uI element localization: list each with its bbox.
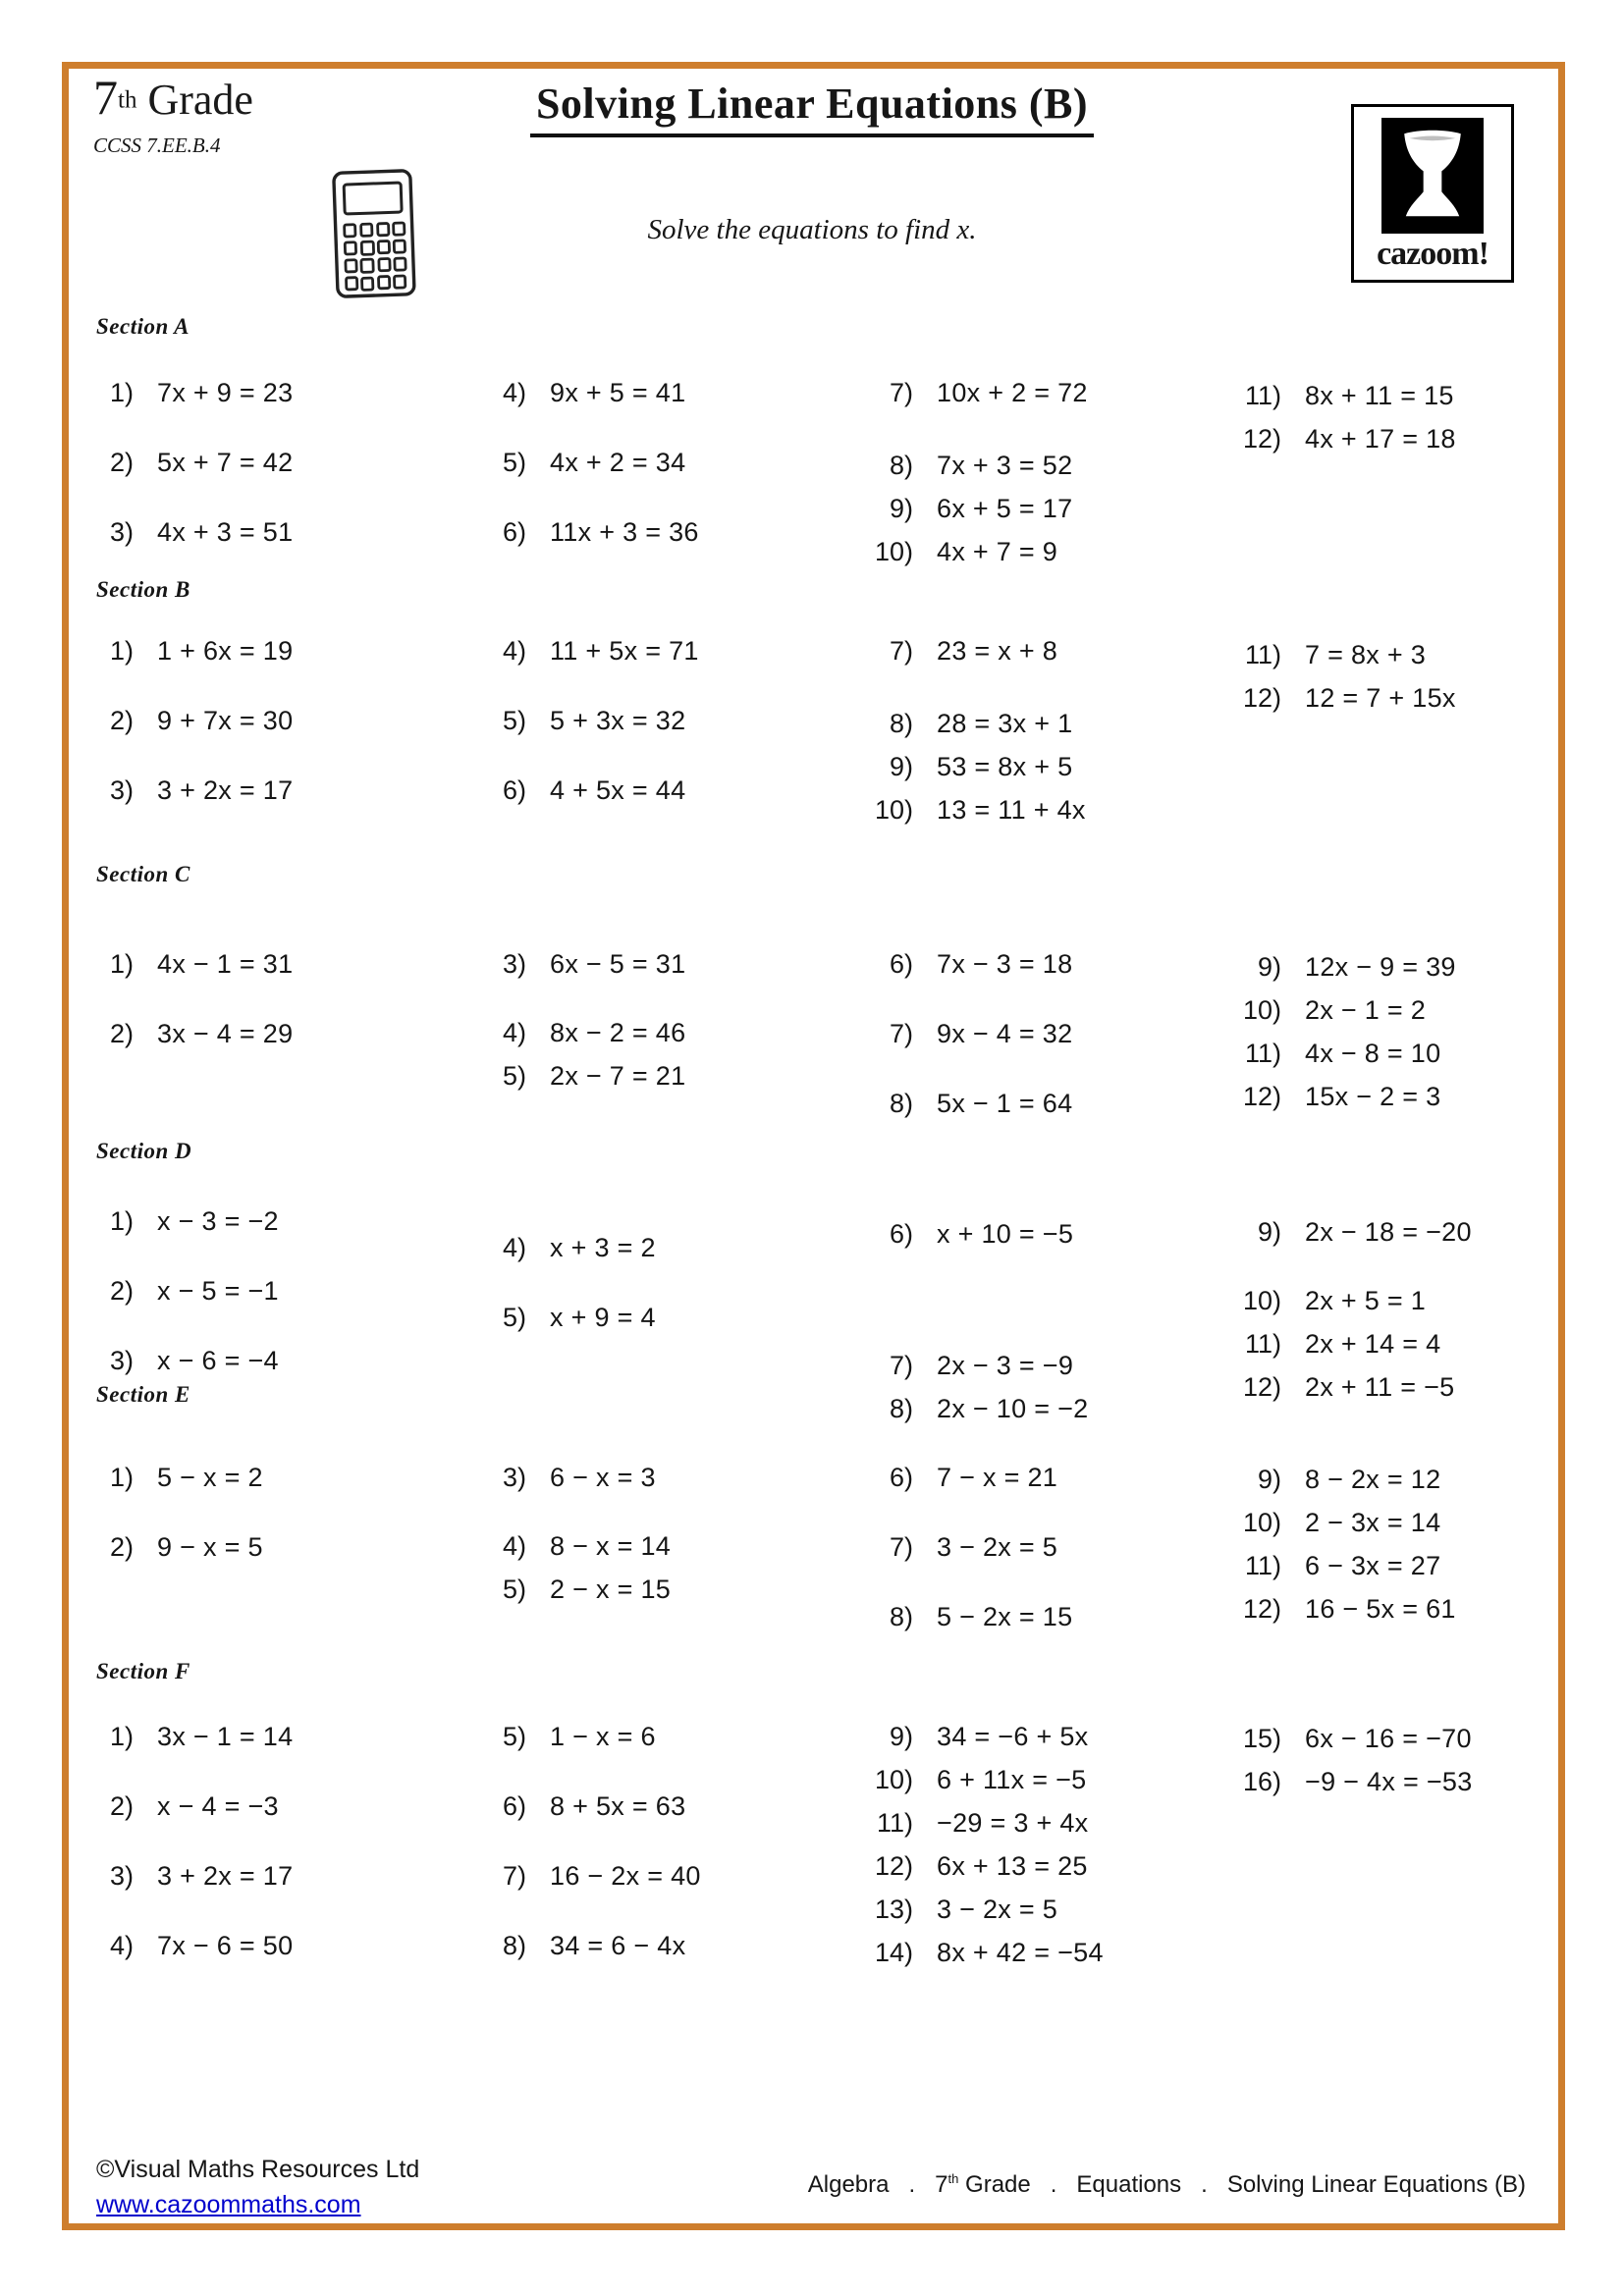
question-number: 16) <box>1242 1767 1281 1796</box>
section-c-label: Section C <box>96 862 190 886</box>
equation-text: 34 = −6 + 5x <box>937 1722 1089 1751</box>
question-number: 10) <box>1242 1286 1281 1315</box>
equation-item <box>471 376 699 409</box>
equation-item <box>858 1849 1104 1883</box>
grade-number: 7 <box>93 70 118 125</box>
equation-text: 5 + 3x = 32 <box>550 706 686 735</box>
cazoom-logo <box>1351 104 1514 283</box>
question-number: 8) <box>889 451 913 480</box>
question-number: 2) <box>109 1276 134 1306</box>
question-number: 12) <box>1242 683 1281 713</box>
equation-text: 16 − 5x = 61 <box>1305 1594 1456 1624</box>
equation-item <box>858 634 1086 667</box>
question-number: 8) <box>502 1931 526 1960</box>
question-number: 7) <box>889 1351 913 1380</box>
question-number: 5) <box>502 1722 526 1751</box>
equation-item <box>858 947 1072 981</box>
equation-item <box>858 1530 1072 1564</box>
equation-item <box>858 1600 1072 1633</box>
equation-text: 2x − 1 = 2 <box>1305 995 1427 1025</box>
logo-black-panel <box>1381 118 1484 234</box>
question-number: 11) <box>1244 1329 1281 1359</box>
page-title: Solving Linear Equations (B) <box>530 79 1094 137</box>
equation-text: 3x − 1 = 14 <box>157 1722 294 1751</box>
equation-item <box>1226 1722 1473 1755</box>
equation-text: 13 = 11 + 4x <box>937 795 1086 825</box>
breadcrumb-separator: . <box>1201 2171 1208 2198</box>
equation-text: 5 − 2x = 15 <box>937 1602 1073 1631</box>
question-number: 12) <box>1242 1372 1281 1402</box>
equation-item <box>79 1929 293 1962</box>
question-number: 5) <box>502 1575 526 1604</box>
equation-item <box>79 1720 293 1753</box>
equation-text: 6x + 13 = 25 <box>937 1851 1088 1881</box>
equation-item <box>858 376 1088 409</box>
equation-item <box>471 1301 656 1334</box>
question-number: 5) <box>502 1303 526 1332</box>
equation-item <box>471 1461 671 1494</box>
drum-icon <box>1394 128 1471 224</box>
section-f-col2 <box>471 1720 701 1962</box>
equation-text: 2x + 5 = 1 <box>1305 1286 1427 1315</box>
question-number: 3) <box>109 1346 134 1375</box>
equation-text: 12x − 9 = 39 <box>1305 952 1456 982</box>
equation-text: 6 − x = 3 <box>550 1463 656 1492</box>
question-number: 8) <box>889 709 913 738</box>
breadcrumb-item-grade-word: Grade <box>958 2171 1031 2198</box>
question-number: 10) <box>1242 1508 1281 1537</box>
section-a-col1 <box>79 376 293 549</box>
ccss-label: CCSS 7.EE.B.4 <box>93 133 221 157</box>
grade-word: Grade <box>136 76 253 124</box>
equation-item <box>471 704 699 737</box>
equation-item <box>79 1204 279 1238</box>
question-number: 7) <box>889 1019 913 1048</box>
equation-text: 6x + 5 = 17 <box>937 494 1073 523</box>
question-number: 12) <box>1242 1082 1281 1111</box>
section-d-col1 <box>79 1204 279 1377</box>
section-c-col3 <box>858 947 1072 1120</box>
equation-item <box>471 1789 701 1823</box>
equation-text: 3x − 4 = 29 <box>157 1019 294 1048</box>
equation-text: 6x − 16 = −70 <box>1305 1724 1472 1753</box>
question-number: 6) <box>502 775 526 805</box>
equation-item <box>858 1893 1104 1926</box>
section-f-col3 <box>858 1720 1104 1969</box>
equation-item <box>1226 422 1456 455</box>
question-number: 1) <box>109 949 134 979</box>
question-number: 4) <box>502 1531 526 1561</box>
section-c-col4 <box>1226 950 1456 1113</box>
equation-text: x − 4 = −3 <box>157 1791 279 1821</box>
equation-item <box>79 1859 293 1893</box>
question-number: 13) <box>874 1895 913 1924</box>
question-number: 10) <box>874 1765 913 1794</box>
equation-text: 34 = 6 − 4x <box>550 1931 686 1960</box>
question-number: 4) <box>502 636 526 666</box>
question-number: 12) <box>874 1851 913 1881</box>
equation-text: 9 − x = 5 <box>157 1532 263 1562</box>
equation-item <box>79 774 293 807</box>
equation-text: 16 − 2x = 40 <box>550 1861 701 1891</box>
equation-item <box>1226 1215 1472 1249</box>
section-d-col2 <box>471 1231 656 1334</box>
equation-item <box>1226 1592 1456 1626</box>
section-e-col4 <box>1226 1463 1456 1626</box>
question-number: 4) <box>502 1233 526 1262</box>
question-number: 8) <box>889 1602 913 1631</box>
equation-text: 2x + 11 = −5 <box>1305 1372 1455 1402</box>
equation-text: 6 − 3x = 27 <box>1305 1551 1441 1580</box>
question-number: 4) <box>109 1931 134 1960</box>
equation-item <box>858 1763 1104 1796</box>
calculator-icon <box>330 168 419 305</box>
question-number: 7) <box>502 1861 526 1891</box>
equation-item <box>858 1720 1104 1753</box>
equation-item <box>858 1392 1088 1425</box>
question-number: 12) <box>1242 424 1281 454</box>
question-number: 7) <box>889 378 913 407</box>
equation-text: 10x + 2 = 72 <box>937 378 1088 407</box>
section-d-col4 <box>1226 1215 1472 1404</box>
equation-text: 2x + 14 = 4 <box>1305 1329 1441 1359</box>
equation-item <box>471 774 699 807</box>
section-d-col3 <box>858 1217 1088 1425</box>
question-number: 10) <box>1242 995 1281 1025</box>
equation-item <box>1226 1506 1456 1539</box>
equation-text: 4x + 3 = 51 <box>157 517 294 547</box>
copyright-text: ©Visual Maths Resources Ltd <box>96 2156 420 2183</box>
question-number: 9) <box>1257 1465 1281 1494</box>
equation-text: 9x − 4 = 32 <box>937 1019 1073 1048</box>
equation-text: 7x − 6 = 50 <box>157 1931 294 1960</box>
equation-text: 11 + 5x = 71 <box>550 636 699 666</box>
equation-item <box>471 1720 701 1753</box>
equation-item <box>471 1059 685 1093</box>
equation-text: 1 − x = 6 <box>550 1722 656 1751</box>
question-number: 9) <box>889 752 913 781</box>
equation-text: −9 − 4x = −53 <box>1305 1767 1473 1796</box>
equation-item <box>858 793 1086 827</box>
question-number: 2) <box>109 706 134 735</box>
equation-item <box>471 446 699 479</box>
breadcrumb <box>808 2171 1526 2199</box>
equation-item <box>1226 681 1456 715</box>
equation-item <box>471 1573 671 1606</box>
equation-item <box>858 1461 1072 1494</box>
equation-text: x + 10 = −5 <box>937 1219 1074 1249</box>
equation-text: 3 − 2x = 5 <box>937 1895 1058 1924</box>
question-number: 2) <box>109 1791 134 1821</box>
equation-text: 4x + 2 = 34 <box>550 448 686 477</box>
question-number: 5) <box>502 1061 526 1091</box>
equation-text: 15x − 2 = 3 <box>1305 1082 1441 1111</box>
equation-text: x + 9 = 4 <box>550 1303 656 1332</box>
question-number: 6) <box>889 1219 913 1249</box>
equation-item <box>79 1530 263 1564</box>
question-number: 6) <box>889 949 913 979</box>
section-b-col2 <box>471 634 699 807</box>
equation-text: 3 + 2x = 17 <box>157 775 294 805</box>
grade-suffix: th <box>118 86 137 114</box>
equation-text: 9x + 5 = 41 <box>550 378 686 407</box>
equation-text: x − 3 = −2 <box>157 1206 279 1236</box>
equation-text: 5 − x = 2 <box>157 1463 263 1492</box>
section-e-col2 <box>471 1461 671 1606</box>
section-c-col1 <box>79 947 293 1050</box>
question-number: 1) <box>109 1206 134 1236</box>
section-b-col1 <box>79 634 293 807</box>
equation-item <box>1226 993 1456 1027</box>
section-a-label: Section A <box>96 314 190 339</box>
section-f-label: Section F <box>96 1659 190 1683</box>
question-number: 11) <box>876 1808 913 1838</box>
equation-item <box>79 1274 279 1308</box>
equation-item <box>79 1017 293 1050</box>
question-number: 3) <box>109 1861 134 1891</box>
equation-item <box>858 1217 1088 1251</box>
breadcrumb-separator: . <box>908 2171 916 2198</box>
section-b-label: Section B <box>96 577 190 602</box>
equation-item <box>1226 1284 1472 1317</box>
question-number: 14) <box>874 1938 913 1967</box>
equation-text: 2 − x = 15 <box>550 1575 672 1604</box>
section-b-col4 <box>1226 638 1456 715</box>
equation-text: 8x + 11 = 15 <box>1305 381 1454 410</box>
equation-text: 4x + 7 = 9 <box>937 537 1058 566</box>
equation-text: 3 − 2x = 5 <box>937 1532 1058 1562</box>
equation-item <box>858 750 1086 783</box>
equation-text: 8x + 42 = −54 <box>937 1938 1104 1967</box>
equation-text: 7x + 3 = 52 <box>937 451 1073 480</box>
breadcrumb-item-equations: Equations <box>1076 2171 1182 2198</box>
equation-text: 3 + 2x = 17 <box>157 1861 294 1891</box>
equation-item <box>858 449 1088 482</box>
equation-item <box>79 634 293 667</box>
breadcrumb-item-algebra: Algebra <box>807 2171 890 2198</box>
question-number: 6) <box>889 1463 913 1492</box>
equation-text: 12 = 7 + 15x <box>1305 683 1456 713</box>
equation-text: 7x − 3 = 18 <box>937 949 1073 979</box>
section-a-col3 <box>858 376 1088 568</box>
equation-text: −29 = 3 + 4x <box>937 1808 1089 1838</box>
question-number: 7) <box>889 636 913 666</box>
section-e-label: Section E <box>96 1382 190 1407</box>
equation-item <box>1226 1080 1456 1113</box>
equation-text: 9 + 7x = 30 <box>157 706 294 735</box>
equation-text: 8 + 5x = 63 <box>550 1791 686 1821</box>
website-link[interactable]: www.cazoommaths.com <box>96 2191 361 2218</box>
question-number: 1) <box>109 636 134 666</box>
equation-item <box>1226 1370 1472 1404</box>
equation-item <box>471 515 699 549</box>
equation-text: 4x − 8 = 10 <box>1305 1039 1441 1068</box>
question-number: 10) <box>874 537 913 566</box>
equation-item <box>1226 1549 1456 1582</box>
equation-text: 8 − x = 14 <box>550 1531 672 1561</box>
breadcrumb-item-topic: Solving Linear Equations (B) <box>1226 2171 1526 2198</box>
equation-item <box>79 376 293 409</box>
section-d-label: Section D <box>96 1139 192 1163</box>
breadcrumb-separator: . <box>1050 2171 1057 2198</box>
equation-text: 4x − 1 = 31 <box>157 949 294 979</box>
question-number: 15) <box>1242 1724 1281 1753</box>
equation-text: 5x + 7 = 42 <box>157 448 294 477</box>
equation-text: 11x + 3 = 36 <box>550 517 699 547</box>
equation-item <box>1226 1463 1456 1496</box>
question-number: 3) <box>502 1463 526 1492</box>
section-e-col3 <box>858 1461 1072 1633</box>
section-a-col2 <box>471 376 699 549</box>
equation-text: 53 = 8x + 5 <box>937 752 1073 781</box>
equation-text: 7 = 8x + 3 <box>1305 640 1427 669</box>
question-number: 7) <box>889 1532 913 1562</box>
equation-item <box>79 947 293 981</box>
question-number: 11) <box>1244 1551 1281 1580</box>
equation-text: 6x − 5 = 31 <box>550 949 686 979</box>
section-f-col1 <box>79 1720 293 1962</box>
equation-text: x + 3 = 2 <box>550 1233 656 1262</box>
equation-item <box>471 1859 701 1893</box>
equation-text: 4x + 17 = 18 <box>1305 424 1456 454</box>
equation-item <box>858 707 1086 740</box>
equation-item <box>471 947 685 981</box>
equation-text: 2x − 3 = −9 <box>937 1351 1074 1380</box>
equation-item <box>1226 379 1456 412</box>
breadcrumb-item-grade-number: 7 <box>935 2171 948 2198</box>
equation-text: 8 − 2x = 12 <box>1305 1465 1441 1494</box>
question-number: 3) <box>502 949 526 979</box>
question-number: 3) <box>109 775 134 805</box>
question-number: 2) <box>109 1019 134 1048</box>
equation-item <box>79 515 293 549</box>
question-number: 1) <box>109 1722 134 1751</box>
equation-item <box>858 1349 1088 1382</box>
equation-item <box>471 1929 701 1962</box>
equation-text: 23 = x + 8 <box>937 636 1058 666</box>
equation-item <box>858 535 1088 568</box>
section-e-col1 <box>79 1461 263 1564</box>
question-number: 1) <box>109 378 134 407</box>
question-number: 9) <box>889 494 913 523</box>
equation-item <box>858 492 1088 525</box>
section-a-col4 <box>1226 379 1456 455</box>
question-number: 3) <box>109 517 134 547</box>
equation-item <box>79 704 293 737</box>
question-number: 8) <box>889 1089 913 1118</box>
equation-text: 28 = 3x + 1 <box>937 709 1073 738</box>
equation-text: 2x − 18 = −20 <box>1305 1217 1472 1247</box>
question-number: 5) <box>502 448 526 477</box>
question-number: 12) <box>1242 1594 1281 1624</box>
equation-item <box>1226 1327 1472 1361</box>
equation-text: 2x − 7 = 21 <box>550 1061 686 1091</box>
question-number: 6) <box>502 1791 526 1821</box>
equation-text: 7x + 9 = 23 <box>157 378 294 407</box>
question-number: 11) <box>1244 1039 1281 1068</box>
question-number: 4) <box>502 1018 526 1047</box>
question-number: 1) <box>109 1463 134 1492</box>
equation-item <box>471 1231 656 1264</box>
equation-item <box>471 634 699 667</box>
equation-text: 6 + 11x = −5 <box>937 1765 1087 1794</box>
breadcrumb-item-grade-sup: th <box>947 2171 959 2186</box>
equation-item <box>1226 1765 1473 1798</box>
question-number: 11) <box>1244 640 1281 669</box>
equation-text: x − 6 = −4 <box>157 1346 279 1375</box>
question-number: 9) <box>1257 1217 1281 1247</box>
equation-item <box>1226 1037 1456 1070</box>
equation-text: 8x − 2 = 46 <box>550 1018 686 1047</box>
question-number: 11) <box>1244 381 1281 410</box>
equation-item <box>1226 638 1456 671</box>
section-c-col2 <box>471 947 685 1093</box>
question-number: 10) <box>874 795 913 825</box>
equation-item <box>858 1936 1104 1969</box>
equation-item <box>471 1016 685 1049</box>
equation-item <box>79 446 293 479</box>
equation-text: 2x − 10 = −2 <box>937 1394 1089 1423</box>
equation-text: 5x − 1 = 64 <box>937 1089 1073 1118</box>
equation-item <box>858 1806 1104 1840</box>
question-number: 8) <box>889 1394 913 1423</box>
equation-item <box>79 1461 263 1494</box>
question-number: 2) <box>109 448 134 477</box>
equation-text: 4 + 5x = 44 <box>550 775 686 805</box>
section-b-col3 <box>858 634 1086 827</box>
question-number: 9) <box>1257 952 1281 982</box>
instruction-text: Solve the equations to find x. <box>647 214 977 245</box>
question-number: 4) <box>502 378 526 407</box>
equation-item <box>79 1789 293 1823</box>
equation-item <box>1226 950 1456 984</box>
equation-text: x − 5 = −1 <box>157 1276 279 1306</box>
equation-text: 2 − 3x = 14 <box>1305 1508 1441 1537</box>
equation-item <box>858 1017 1072 1050</box>
equation-item <box>471 1529 671 1563</box>
logo-text: cazoom! <box>1377 236 1489 272</box>
question-number: 2) <box>109 1532 134 1562</box>
question-number: 5) <box>502 706 526 735</box>
equation-item <box>79 1344 279 1377</box>
question-number: 6) <box>502 517 526 547</box>
equation-item <box>858 1087 1072 1120</box>
equation-text: 7 − x = 21 <box>937 1463 1058 1492</box>
question-number: 9) <box>889 1722 913 1751</box>
section-f-col4 <box>1226 1722 1473 1798</box>
equation-text: 1 + 6x = 19 <box>157 636 294 666</box>
